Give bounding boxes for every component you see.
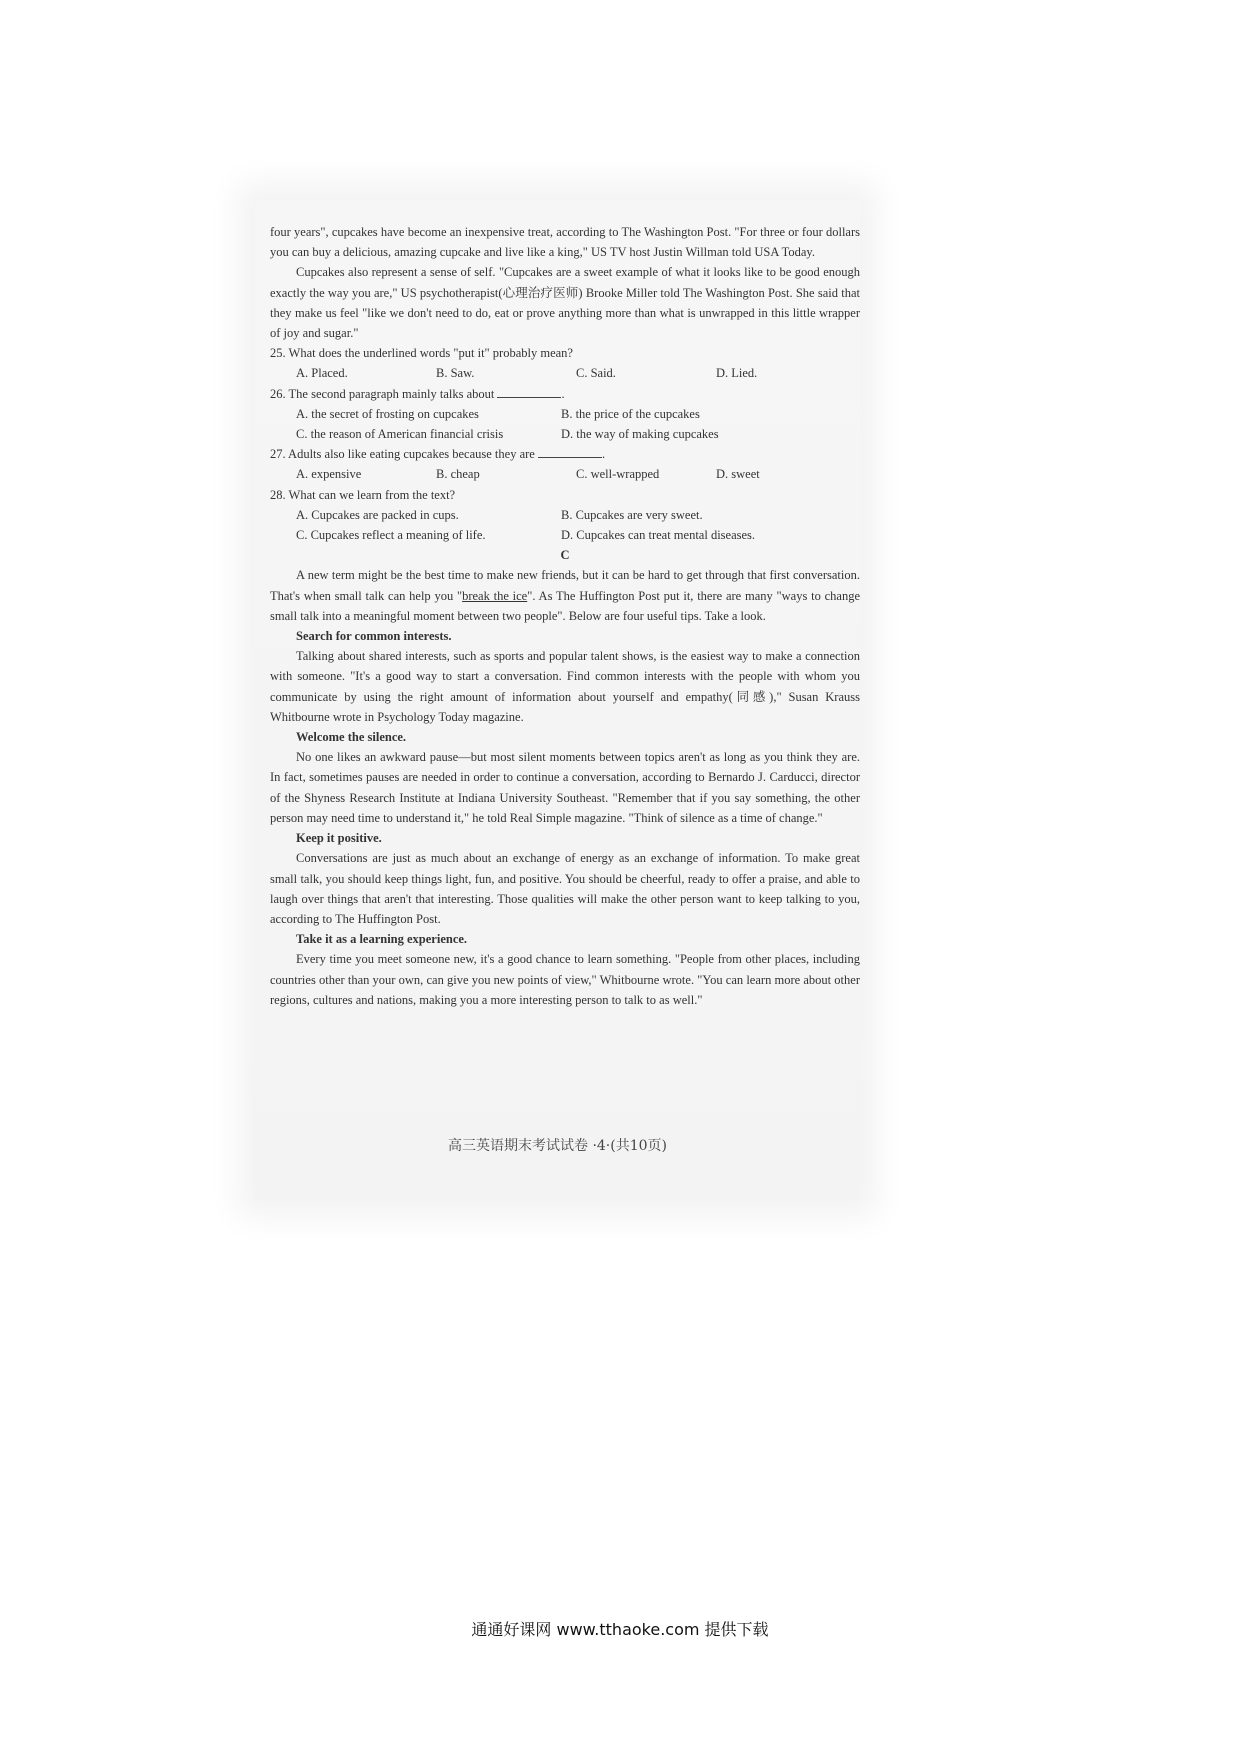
- exam-content: [270, 222, 860, 1010]
- option: A. expensive: [296, 467, 362, 482]
- question-stem: 26. The second paragraph mainly talks about .: [270, 386, 565, 401]
- option: D. sweet: [716, 467, 760, 482]
- option: B. Saw.: [436, 366, 475, 381]
- answer-blank: [538, 445, 602, 458]
- passage-b-paragraph: Cupcakes also represent a sense of self. "Cupcakes are a sweet example of what it looks like to be good enough exactly the way you are," US psychotherapist(心理治疗医师) Brooke Miller told The Washington Post. She said that they make us feel "like we don't need to do, eat or prove anything more than what is unwrapped in this little wrapper of joy and sugar.": [270, 265, 860, 341]
- option: A. the secret of frosting on cupcakes: [296, 406, 479, 421]
- answer-blank: [497, 385, 561, 398]
- option: A. Cupcakes are packed in cups.: [296, 507, 459, 522]
- section-letter: C: [560, 548, 570, 563]
- tip-heading: Search for common interests.: [296, 629, 452, 644]
- tip-heading: Keep it positive.: [296, 831, 382, 846]
- question-stem: 28. What can we learn from the text?: [270, 487, 456, 502]
- tip-body: Conversations are just as much about an exchange of energy as an exchange of information. To make great small talk, you should keep things light, fun, and positive. You should be cheerful, ready to offer a praise, and able to laugh over things that aren't that interesting. Those qualities will make the other person want to keep talking to you, according to The Huffington Post.: [270, 851, 860, 926]
- question-options: [270, 464, 860, 484]
- exam-page-footer: 高三英语期末考试试卷 ·4·(共10页): [448, 1138, 667, 1154]
- option: B. cheap: [436, 467, 480, 482]
- question-options: [270, 505, 860, 525]
- option: C. Said.: [576, 366, 616, 381]
- option: C. well-wrapped: [576, 467, 660, 482]
- option: D. the way of making cupcakes: [561, 427, 719, 442]
- tip-body: Talking about shared interests, such as sports and popular talent shows, is the easiest way to make a connection with someone. "It's a good way to start a conversation. Find common interests with the people with whom you communicate by using the right amount of information about yourself and empathy(同感)," Susan Krauss Whitbourne wrote in Psychology Today magazine.: [270, 649, 860, 724]
- tip-body: Every time you meet someone new, it's a good chance to learn something. "People from other places, including countries other than your own, can give you new points of view," Whitbourne wrote. "You can learn more about other regions, cultures and nations, making you a more interesting person to talk to as well.": [270, 952, 860, 1007]
- tip-heading: Take it as a learning experience.: [296, 932, 468, 947]
- tip-body: No one likes an awkward pause—but most silent moments between topics aren't as long as you think they are. In fact, sometimes pauses are needed in order to continue a conversation, according to Bernardo J. Carducci, director of the Shyness Research Institute at Indiana University Southeast. "Remember that if you say something, the other person may need time to understand it," he told Real Simple magazine. "Think of silence as a time of change.": [270, 750, 860, 825]
- option: B. Cupcakes are very sweet.: [561, 507, 703, 522]
- option: B. the price of the cupcakes: [561, 406, 700, 421]
- option: A. Placed.: [296, 366, 348, 381]
- option: D. Lied.: [716, 366, 758, 381]
- option: C. Cupcakes reflect a meaning of life.: [296, 528, 486, 543]
- question-options: [270, 404, 860, 424]
- option: D. Cupcakes can treat mental diseases.: [561, 528, 756, 543]
- site-footer: 通通好课网 www.tthaoke.com 提供下载: [471, 1620, 769, 1639]
- question-options: [270, 525, 860, 545]
- question-options: [270, 363, 860, 383]
- question-stem: 25. What does the underlined words "put it" probably mean?: [270, 346, 573, 361]
- passage-b-paragraph: four years", cupcakes have become an inexpensive treat, according to The Washington Post. "For three or four dollars you can buy a delicious, amazing cupcake and live like a king," US TV host Justin Willman told USA Today.: [270, 225, 860, 260]
- tip-heading: Welcome the silence.: [296, 730, 407, 745]
- passage-c-intro: A new term might be the best time to make new friends, but it can be hard to get through that first conversation. That's when small talk can help you "break the ice". As The Huffington Post put it, there are many "ways to change small talk into a meaningful moment between two people". Below are four useful tips. Take a look.: [270, 568, 860, 623]
- question-options: [270, 424, 860, 444]
- question-stem: 27. Adults also like eating cupcakes because they are .: [270, 447, 606, 462]
- option: C. the reason of American financial crisis: [296, 427, 504, 442]
- underlined-phrase: break the ice: [462, 588, 528, 603]
